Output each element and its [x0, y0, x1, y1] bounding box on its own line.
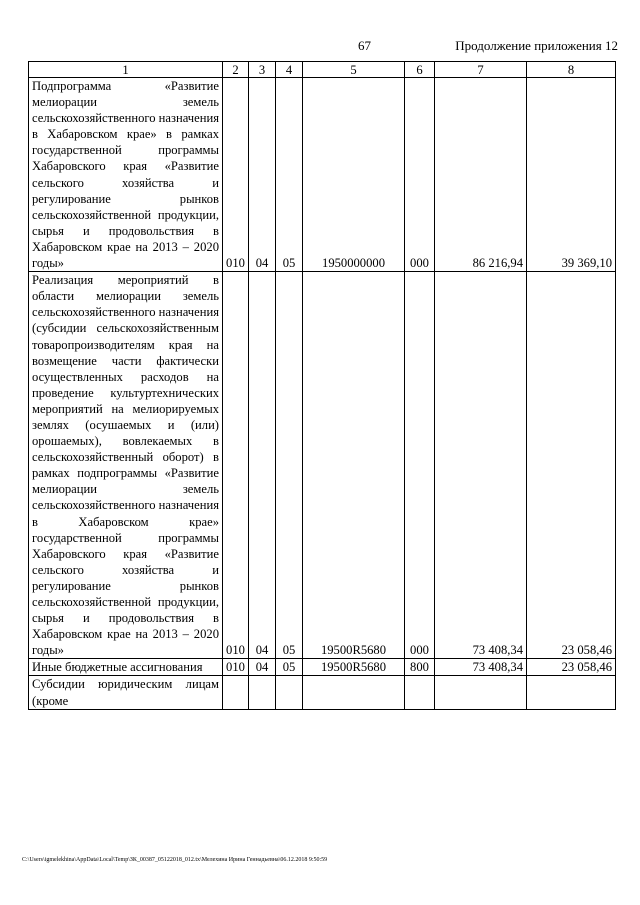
row-name: Иные бюджетные ассигнования: [29, 659, 223, 676]
column-header: 3: [249, 62, 276, 78]
row-name: Реализация мероприятий в области мелиорации земель сельскохозяйственного назначения (субсидии сельскохозяйственным товаропроизводителям края на возмещение части фактически осуществленных расходов на проведение культуртехнических мероприятий на мелиорируемых землях (осушаемых и (или) орошаемых), вовлекаемых в сельскохозяйственный оборот) в рамках подпрограммы «Развитие мелиорации земель сельскохозяйственного назначения в Хабаровском крае» государственной программы Хабаровского края «Развитие сельского хозяйства и регулирование рынков сельскохозяйственной продукции, сырья и продовольствия в Хабаровском крае на 2013 – 2020 годы»: [29, 272, 223, 659]
column-header: 1: [29, 62, 223, 78]
column-header: 7: [435, 62, 527, 78]
column-header: 5: [303, 62, 405, 78]
column-header: 6: [405, 62, 435, 78]
table-row: [29, 676, 616, 709]
table-row: [29, 659, 616, 676]
cell-amount-7: [435, 676, 527, 709]
cell-target-article: 19500R5680: [303, 272, 405, 659]
cell-section: 04: [249, 78, 276, 272]
row-name: Субсидии юридическим лицам (кроме: [29, 676, 223, 709]
cell-code: 010: [223, 272, 249, 659]
cell-amount-7: 73 408,34: [435, 659, 527, 676]
cell-expense-type: 000: [405, 272, 435, 659]
cell-subsection: 05: [276, 659, 303, 676]
cell-amount-8: 23 058,46: [527, 272, 616, 659]
table-row: [29, 78, 616, 272]
cell-section: 04: [249, 272, 276, 659]
cell-amount-8: 23 058,46: [527, 659, 616, 676]
table-header-row: [29, 62, 616, 78]
cell-target-article: 1950000000: [303, 78, 405, 272]
cell-subsection: [276, 676, 303, 709]
cell-subsection: 05: [276, 78, 303, 272]
cell-expense-type: [405, 676, 435, 709]
column-header: 8: [527, 62, 616, 78]
cell-section: [249, 676, 276, 709]
cell-target-article: 19500R5680: [303, 659, 405, 676]
cell-amount-8: 39 369,10: [527, 78, 616, 272]
budget-table: [28, 61, 616, 710]
column-header: 2: [223, 62, 249, 78]
cell-code: [223, 676, 249, 709]
cell-amount-7: 86 216,94: [435, 78, 527, 272]
table-row: [29, 272, 616, 659]
row-name: Подпрограмма «Развитие мелиорации земель сельскохозяйственного назначения в Хабаровском крае» в рамках государственной программы Хабаровского края «Развитие сельского хозяйства и регулирование рынков сельскохозяйственной продукции, сырья и продовольствия в Хабаровском крае на 2013 – 2020 годы»: [29, 78, 223, 272]
cell-amount-7: 73 408,34: [435, 272, 527, 659]
appendix-continuation-label: Продолжение приложения 12: [455, 38, 618, 53]
file-path-footer: C:\Users\igmelekhina\AppData\Local\Temp\ЗК_00387_05122018_012.tx\Мелехина Ирина Геннадьевна\06.12.2018 9:50:59: [22, 857, 328, 863]
cell-amount-8: [527, 676, 616, 709]
cell-target-article: [303, 676, 405, 709]
cell-expense-type: 000: [405, 78, 435, 272]
cell-code: 010: [223, 659, 249, 676]
cell-subsection: 05: [276, 272, 303, 659]
page-number: 67: [358, 38, 371, 53]
cell-section: 04: [249, 659, 276, 676]
cell-expense-type: 800: [405, 659, 435, 676]
column-header: 4: [276, 62, 303, 78]
cell-code: 010: [223, 78, 249, 272]
